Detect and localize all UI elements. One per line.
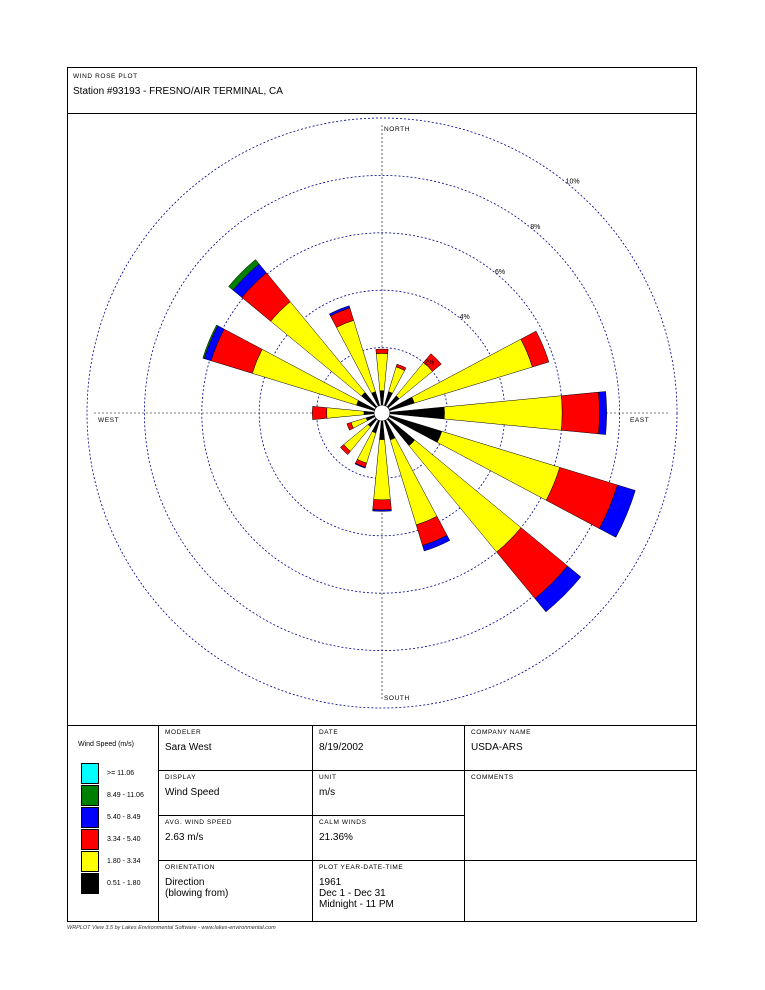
orientation-label: ORIENTATION [165, 864, 216, 871]
legend [68, 725, 158, 921]
period-dates: Dec 1 - Dec 31 [319, 888, 386, 899]
legend-title: Wind Speed (m/s) [78, 741, 135, 748]
ring-label: 10% [565, 178, 580, 186]
divider [158, 815, 464, 816]
orientation-value-1: Direction [165, 877, 205, 888]
avg-speed-cell [158, 815, 312, 860]
period-label: PLOT YEAR-DATE-TIME [319, 864, 404, 871]
plot-frame [67, 67, 697, 922]
company-value: USDA-ARS [471, 742, 523, 753]
unit-value: m/s [319, 787, 336, 798]
wind-rose-area [68, 113, 696, 726]
rose-segment [364, 411, 374, 414]
west-label: WEST [98, 417, 120, 424]
divider [158, 770, 696, 771]
period-cell [312, 860, 464, 921]
rose-segment [380, 391, 384, 405]
display-label: DISPLAY [165, 774, 197, 781]
rose-segment [374, 440, 391, 500]
calm-value: 21.36% [319, 832, 353, 843]
legend-label: 1.80 - 3.34 [107, 858, 141, 865]
date-label: DATE [319, 729, 339, 736]
comments-label: COMMENTS [471, 774, 514, 781]
ring-label: 6% [494, 269, 506, 277]
legend-swatch [81, 829, 99, 850]
rose-segment [376, 353, 387, 390]
legend-label: 8.49 - 11.06 [107, 792, 144, 799]
south-label: SOUTH [384, 695, 410, 702]
orientation-value-2: (blowing from) [165, 888, 229, 899]
period-year: 1961 [319, 877, 342, 888]
rose-segment [390, 407, 445, 419]
unit-cell [312, 770, 464, 815]
orientation-cell [158, 860, 312, 921]
header [68, 68, 696, 114]
company-label: COMPANY NAME [471, 729, 532, 736]
period-time: Midnight - 11 PM [319, 899, 394, 910]
north-label: NORTH [384, 126, 410, 133]
legend-label: 3.34 - 5.40 [107, 836, 141, 843]
legend-swatch [81, 763, 99, 784]
legend-label: 5.40 - 8.49 [107, 814, 141, 821]
legend-label: >= 11.06 [107, 770, 135, 777]
modeler-label: MODELER [165, 729, 202, 736]
plot-type-label: WIND ROSE PLOT [73, 73, 138, 80]
rose-segment [327, 408, 364, 419]
ring-label: 4% [459, 314, 470, 322]
legend-label: 0.51 - 1.80 [107, 880, 141, 887]
display-cell [158, 770, 312, 815]
rose-segment [561, 392, 599, 434]
calm-label: CALM WINDS [319, 819, 367, 826]
empty-cell [464, 860, 696, 921]
modeler-cell [158, 725, 312, 770]
modeler-value: Sara West [165, 742, 212, 753]
rose-segment [444, 396, 562, 431]
avg-speed-label: AVG. WIND SPEED [165, 819, 233, 826]
calm-cell [312, 815, 464, 860]
rose-segment [312, 406, 327, 419]
ring-label: 8% [530, 223, 541, 231]
rose-segment [373, 510, 392, 512]
wind-rose-chart [68, 113, 696, 725]
rose-segment [379, 421, 384, 440]
legend-swatch [81, 807, 99, 828]
date-value: 8/19/2002 [319, 742, 364, 753]
comments-cell [464, 770, 696, 860]
info-table [68, 725, 696, 921]
station-title: Station #93193 - FRESNO/AIR TERMINAL, CA [73, 86, 283, 97]
company-cell [464, 725, 696, 770]
legend-swatch [81, 785, 99, 806]
display-value: Wind Speed [165, 787, 220, 798]
rose-segment [373, 500, 392, 510]
ring-label: 2% [424, 359, 435, 367]
unit-label: UNIT [319, 774, 337, 781]
legend-swatch [81, 851, 99, 872]
avg-speed-value: 2.63 m/s [165, 832, 204, 843]
rose-segment [351, 418, 367, 428]
divider [158, 860, 696, 861]
east-label: EAST [630, 417, 650, 424]
rose-segment [376, 349, 388, 354]
footer-credit: WRPLOT View 3.5 by Lakes Environmental Software - www.lakes-environmental.com [67, 925, 276, 931]
rose-segment [599, 391, 607, 434]
date-cell [312, 725, 464, 770]
legend-swatch [81, 873, 99, 894]
